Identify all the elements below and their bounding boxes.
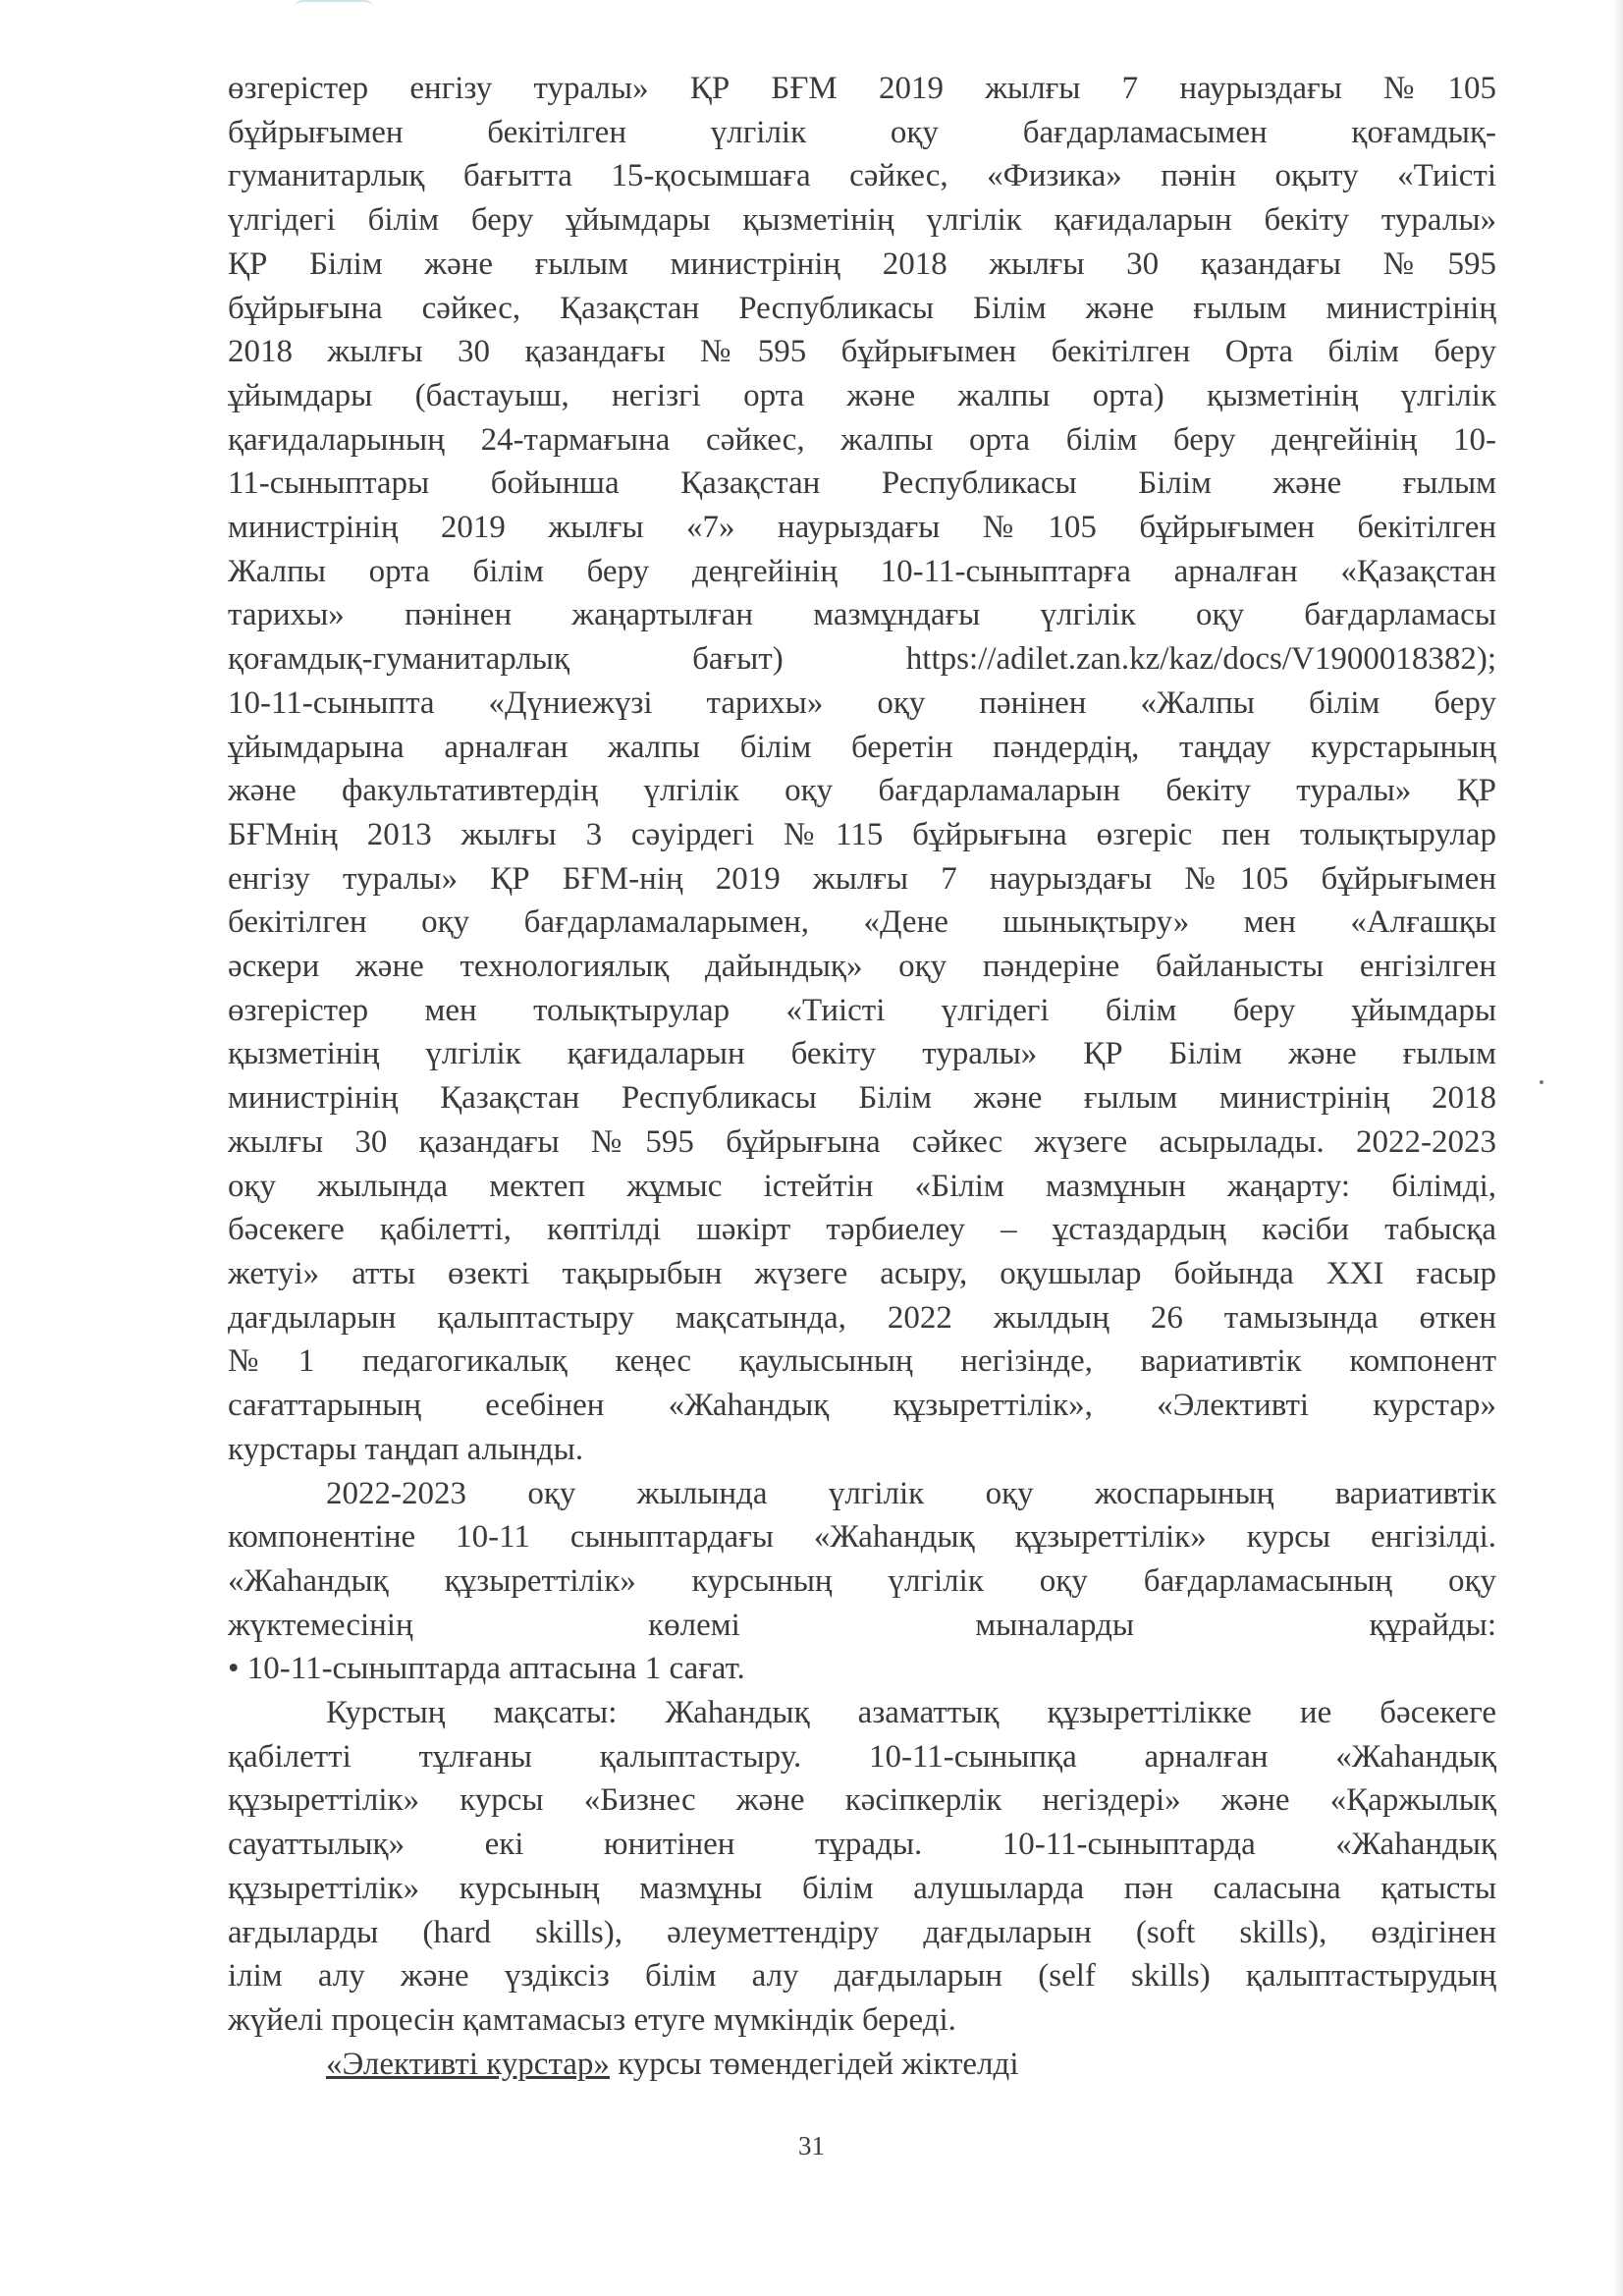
last-paragraph-line [228, 2043, 1496, 2087]
text-line: министрінің 2019 жылғы «7» наурыздағы №105 бұйрығымен бекітілген [228, 510, 1496, 546]
text-line: енгізу туралы» ҚР БҒМ-нің 2019 жылғы 7 наурыздағы №105 бұйрығымен [228, 860, 1496, 897]
text-line: әскери және технологиялық дайындық» оқу пәндеріне байланысты енгізілген [228, 949, 1496, 985]
text-line: №1 педагогикалық кеңес қаулысының негізінде, вариативтік компонент [228, 1343, 1496, 1380]
bullet-item: • 10-11-сыныптарда аптасына 1 сағат. [228, 1651, 745, 1687]
text-line: құзыреттілік» курсы «Бизнес және кәсіпкерлік негіздері» және «Қаржылық [228, 1782, 1496, 1819]
elective-courses-link-text: «Элективті курстар» [326, 2046, 610, 2082]
text-line: қызметінің үлгілік қағидаларын бекіту туралы» ҚР Білім және ғылым [228, 1036, 1496, 1072]
text-line: «Жаһандық құзыреттілік» курсының үлгілік оқу бағдарламасының оқу [228, 1562, 1496, 1599]
text-line: өзгерістер енгізу туралы» ҚР БҒМ 2019 жылғы 7 наурыздағы №105 [228, 71, 1496, 106]
text-line: БҒМнің 2013 жылғы 3 сәуірдегі №115 бұйрығына өзгеріс пен толықтырулар [228, 816, 1496, 852]
text-line: өзгерістер мен толықтырулар «Тиісті үлгідегі білім беру ұйымдары [228, 992, 1496, 1028]
scan-artifact [295, 0, 373, 8]
text-line: курстары таңдап алынды. [228, 1431, 584, 1467]
text-line: қоғамдық-гуманитарлық бағыт) https://adilet.zan.kz/kaz/docs/V1900018382); [228, 641, 1496, 678]
text-line: сауаттылық» екі юнитінен тұрады. 10-11-сыныптарда «Жаһандық [228, 1827, 1496, 1863]
text-line: Курстың мақсаты: Жаһандық азаматтық құзыреттілікке ие бәсекеге [326, 1695, 1496, 1731]
document-body [228, 67, 1496, 2086]
last-paragraph-rest: курсы төмендегідей жіктелді [609, 2046, 1019, 2082]
text-line: бекітілген оқу бағдарламаларымен, «Дене шынықтыру» мен «Алғашқы [228, 904, 1496, 941]
scan-speck [1540, 1080, 1543, 1084]
text-line: ағдыларды (hard skills), әлеуметтендіру дағдыларын (soft skills), өздігінен [228, 1914, 1496, 1950]
text-line: жүктемесінің көлемі мыналарды құрайды: [228, 1607, 1496, 1643]
text-line: 11-сыныптары бойынша Қазақстан Республикасы Білім және ғылым [228, 465, 1496, 502]
text-line: және факультативтердің үлгілік оқу бағдарламаларын бекіту туралы» ҚР [228, 773, 1496, 809]
text-line: қағидаларының 24-тармағына сәйкес, жалпы орта білім беру деңгейінің 10- [228, 421, 1496, 458]
text-line: Жалпы орта білім беру деңгейінің 10-11-сыныптарға арналған «Қазақстан [228, 553, 1496, 589]
text-line: дағдыларын қалыптастыру мақсатында, 2022 жылдың 26 тамызында өткен [228, 1299, 1496, 1336]
text-line: ұйымдарына арналған жалпы білім беретін пәндердің, таңдау курстарының [228, 729, 1496, 765]
page-number: 31 [798, 2131, 825, 2160]
text-line: 2022-2023 оқу жылында үлгілік оқу жоспарының вариативтік [326, 1475, 1496, 1511]
text-line: жүйелі процесін қамтамасыз етуге мүмкіндік береді. [228, 2001, 956, 2038]
text-line: 2018 жылғы 30 қазандағы №595 бұйрығымен бекітілген Орта білім беру [228, 334, 1496, 370]
text-line: компонентіне 10-11 сыныптардағы «Жаһандық құзыреттілік» курсы енгізілді. [228, 1519, 1496, 1556]
text-line: жылғы 30 қазандағы №595 бұйрығына сәйкес жүзеге асырылады. 2022-2023 [228, 1123, 1496, 1160]
text-line: ұйымдары (бастауыш, негізгі орта және жалпы орта) қызметінің үлгілік [228, 377, 1496, 413]
text-line: министрінің Қазақстан Республикасы Білім және ғылым министрінің 2018 [228, 1080, 1496, 1117]
text-line: 10-11-сыныпта «Дүниежүзі тарихы» оқу пәнінен «Жалпы білім беру [228, 684, 1496, 721]
text-line: құзыреттілік» курсының мазмұны білім алушыларда пән саласына қатысты [228, 1870, 1496, 1906]
text-line: ілім алу және үздіксіз білім алу дағдыларын (self skills) қалыптастырудың [228, 1958, 1496, 1995]
page-edge-shadow [1613, 0, 1623, 2296]
text-line: жетуі» атты өзекті тақырыбын жүзеге асыру, оқушылар бойында XXI ғасыр [228, 1255, 1496, 1291]
text-line: бәсекеге қабілетті, көптілді шәкірт тәрбиелеу – ұстаздардың кәсіби табысқа [228, 1212, 1496, 1248]
text-line: оқу жылында мектеп жұмыс істейтін «Білім мазмұнын жаңарту: білімді, [228, 1168, 1496, 1204]
text-line: ҚР Білім және ғылым министрінің 2018 жылғы 30 қазандағы №595 [228, 246, 1496, 282]
text-line: тарихы» пәнінен жаңартылған мазмұндағы үлгілік оқу бағдарламасы [228, 597, 1496, 633]
text-line: қабілетті тұлғаны қалыптастыру. 10-11-сыныпқа арналған «Жаһандық [228, 1738, 1496, 1775]
text-line: сағаттарының есебінен «Жаһандық құзыреттілік», «Элективті курстар» [228, 1388, 1496, 1424]
text-line: гуманитарлық бағытта 15-қосымшаға сәйкес, «Физика» пәнін оқыту «Тиісті [228, 158, 1496, 194]
text-line: бұйрығына сәйкес, Қазақстан Республикасы Білім және ғылым министрінің [228, 290, 1496, 326]
text-line: бұйрығымен бекітілген үлгілік оқу бағдарламасымен қоғамдық- [228, 114, 1496, 150]
text-line: үлгідегі білім беру ұйымдары қызметінің үлгілік қағидаларын бекіту туралы» [228, 202, 1496, 239]
